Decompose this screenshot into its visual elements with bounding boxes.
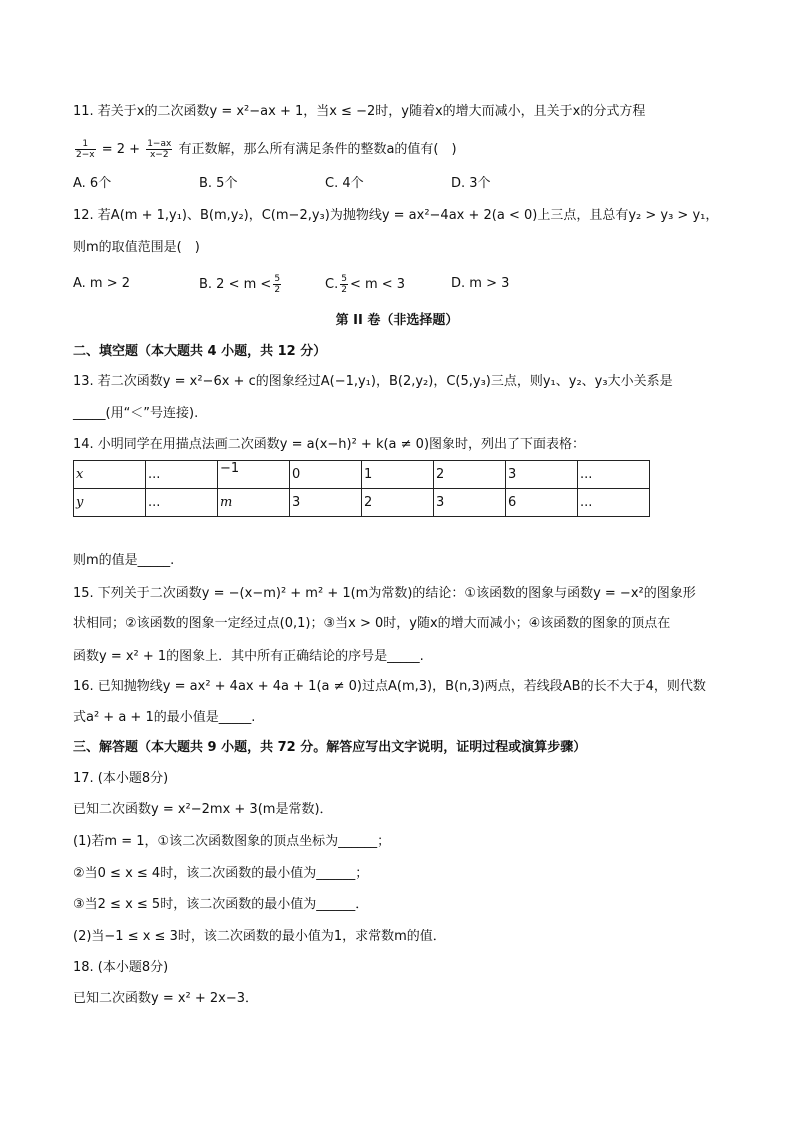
q11-option-a[interactable]: A. 6个 [73, 176, 112, 191]
table-cell: 2 [362, 489, 434, 517]
q12-options [73, 274, 733, 295]
table-cell: 0 [290, 461, 362, 489]
q12-stem-line1: 12. 若A(m + 1,y₁)、B(m,y₂)，C(m−2,y₃)为抛物线y = ax²−4ax + 2(a < 0)上三点，且总有y₂ > y₃ > y₁， [73, 208, 719, 223]
table-cell: ... [578, 461, 650, 489]
q17-part1: (1)若m = 1，①该二次函数图象的顶点坐标为______； [73, 834, 391, 849]
q11-options [73, 174, 733, 194]
q12-stem-line2: 则m的取值范围是( ) [73, 240, 200, 255]
q11-fraction-1: $\frac{1}{2-x}$ [76, 139, 95, 160]
q11-option-c[interactable]: C. 4个 [325, 176, 364, 191]
q17-part1-3: ③当2 ≤ x ≤ 5时，该二次函数的最小值为______． [73, 897, 369, 912]
q12-option-b[interactable]: B. 2 < m < $\frac{5}{2}$ [199, 274, 281, 295]
q15-stem-line1: 15. 下列关于二次函数y = −(x−m)² + m² + 1(m为常数)的结论：①该函数的图象与函数y = −x²的图象形 [73, 586, 696, 601]
q11-stem-tail: 有正数解，那么所有满足条件的整数a的值有( ) [178, 142, 457, 157]
table-row [74, 489, 650, 517]
q15-stem-line2: 状相同；②该函数的图象一定经过点(0,1)；③当x > 0时，y随x的增大而减小；④该函数的图象的顶点在 [73, 616, 671, 631]
table-cell: 6 [506, 489, 578, 517]
table-cell: m [218, 489, 290, 517]
q11-option-b[interactable]: B. 5个 [199, 176, 238, 191]
table-cell: ... [578, 489, 650, 517]
q15-stem-line3: 函数y = x² + 1的图象上．其中所有正确结论的序号是_____. [73, 649, 424, 664]
q11-fraction-2: $\frac{1-ax}{x-2}$ [147, 139, 172, 160]
q11-option-d[interactable]: D. 3个 [451, 176, 491, 191]
q13-stem-line2: _____(用“＜”号连接). [73, 406, 199, 421]
table-cell: ... [146, 461, 218, 489]
q17-title: 17. (本小题8分) [73, 771, 169, 786]
table-cell: 3 [434, 489, 506, 517]
q16-stem-line1: 16. 已知抛物线y = ax² + 4ax + 4a + 1(a ≠ 0)过点A(m,3)，B(n,3)两点，若线段AB的长不大于4，则代数 [73, 679, 706, 694]
table-cell: −1 [218, 461, 290, 489]
section2-heading: 二、填空题（本大题共 4 小题，共 12 分） [73, 344, 327, 359]
table-cell: 2 [434, 461, 506, 489]
q12-option-d[interactable]: D. m > 3 [451, 276, 510, 291]
table-cell: 3 [290, 489, 362, 517]
q11-stem-line2 [73, 139, 733, 160]
table-cell: 3 [506, 461, 578, 489]
q14-stem-line1: 14. 小明同学在用描点法画二次函数y = a(x−h)² + k(a ≠ 0)图象时，列出了下面表格： [73, 437, 586, 452]
table-cell: ... [146, 489, 218, 517]
q12-option-c[interactable]: C. $\frac{5}{2}$ < m < 3 [325, 274, 406, 295]
table-cell: y [74, 489, 146, 517]
q17-part2: (2)当−1 ≤ x ≤ 3时，该二次函数的最小值为1，求常数m的值． [73, 929, 446, 944]
section3-heading: 三、解答题（本大题共 9 小题，共 72 分。解答应写出文字说明，证明过程或演算步骤） [73, 740, 587, 755]
table-row [74, 461, 650, 489]
q12-option-a[interactable]: A. m > 2 [73, 276, 131, 291]
q11-eq-mid: = 2 + [101, 142, 141, 157]
q16-stem-line2: 式a² + a + 1的最小值是_____. [73, 710, 256, 725]
q14-value-table [73, 460, 650, 517]
table-cell: 1 [362, 461, 434, 489]
q13-stem-line1: 13. 若二次函数y = x²−6x + c的图象经过A(−1,y₁)，B(2,y₂)，C(5,y₃)三点，则y₁、y₂、y₃大小关系是 [73, 374, 673, 389]
q18-stem: 已知二次函数y = x² + 2x−3． [73, 991, 259, 1006]
q11-stem-line1: 11. 若关于x的二次函数y = x²−ax + 1，当x ≤ −2时，y随着x的增大而减小，且关于x的分式方程 [73, 104, 646, 119]
q14-after-table: 则m的值是_____. [73, 553, 175, 568]
q17-stem: 已知二次函数y = x²−2mx + 3(m是常数)． [73, 802, 333, 817]
q17-part1-2: ②当0 ≤ x ≤ 4时，该二次函数的最小值为______； [73, 866, 369, 881]
q18-title: 18. (本小题8分) [73, 960, 169, 975]
part2-title: 第 II 卷（非选择题） [335, 313, 459, 328]
table-cell: x [74, 461, 146, 489]
